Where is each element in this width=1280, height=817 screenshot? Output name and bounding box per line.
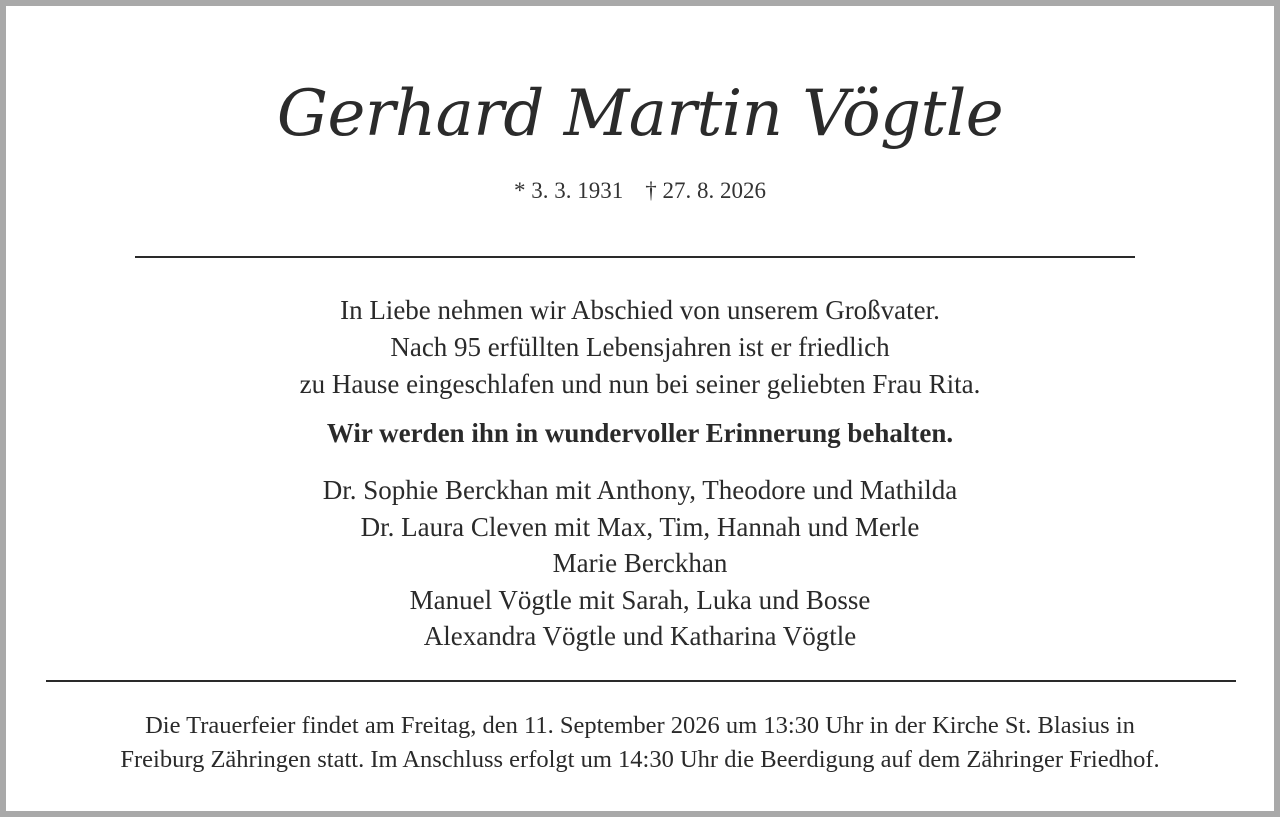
life-dates xyxy=(6,178,1274,204)
intro-line: Nach 95 erfüllten Lebensjahren ist er friedlich xyxy=(390,332,890,362)
motto: Wir werden ihn in wundervoller Erinnerung behalten. xyxy=(326,418,954,448)
intro-line: In Liebe nehmen wir Abschied von unserem Großvater. xyxy=(340,295,940,325)
family-member-line: Dr. Sophie Berckhan mit Anthony, Theodore und Mathilda xyxy=(322,475,958,505)
funeral-info xyxy=(6,709,1274,777)
death-date: † 27. 8. 2026 xyxy=(645,178,766,203)
family-member-line: Dr. Laura Cleven mit Max, Tim, Hannah und Merle xyxy=(360,511,920,542)
family-member-line: Alexandra Vögtle und Katharina Vögtle xyxy=(423,621,857,651)
family-list xyxy=(6,472,1274,655)
funeral-info-line: Die Trauerfeier findet am Freitag, den 11. September 2026 um 13:30 Uhr in der Kirche St. Blasius in xyxy=(145,712,1135,739)
intro-text xyxy=(6,292,1274,403)
funeral-info-line: Freiburg Zähringen statt. Im Anschluss erfolgt um 14:30 Uhr die Beerdigung auf dem Zähringer Friedhof. xyxy=(120,746,1160,773)
bottom-divider xyxy=(46,680,1236,682)
family-member-line: Marie Berckhan xyxy=(552,548,728,578)
deceased-name: Gerhard Martin Vögtle xyxy=(276,77,1004,151)
birth-date: * 3. 3. 1931 xyxy=(514,178,624,203)
top-divider xyxy=(135,256,1135,258)
intro-line: zu Hause eingeschlafen und nun bei seiner geliebten Frau Rita. xyxy=(299,369,981,399)
family-member-line: Manuel Vögtle mit Sarah, Luka und Bosse xyxy=(409,584,871,615)
